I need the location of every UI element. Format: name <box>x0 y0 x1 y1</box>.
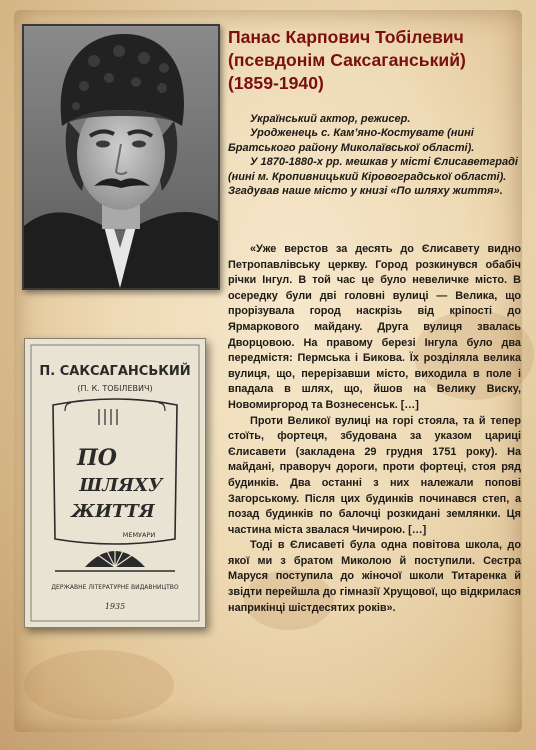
stain-decoration <box>24 650 174 720</box>
book-subtitle: МЕМУАРИ <box>122 531 156 539</box>
book-cover <box>24 338 206 628</box>
page-title <box>228 26 528 95</box>
book-title-word3: ЖИТТЯ <box>71 501 155 522</box>
book-cover-illustration <box>25 339 205 627</box>
quote-paragraph: «Уже верстов за десять до Єлисавету видно Петропавлівську церкву. Город розкинувся обабіч річки Інгул. В той час це було невеличке місто. В осередку були дві головні вулиці — Велика, що прорізувала город наскрізь від кріпості до Ярмаркового майдану. Друга вулиця звалась Дворцовою. На правому березі Інгула було два передмістя: Пермська і Бикова. Їх розділяла велика вулиця, що, перерізавши місто, виходила в поле і впадала в шлях, що, йшов на Велику Виску, Новомиргород та Вознесенськ. […] <box>228 243 521 411</box>
portrait-illustration <box>24 26 218 288</box>
book-publisher: ДЕРЖАВНЕ ЛІТЕРАТУРНЕ ВИДАВНИЦТВО <box>51 584 179 591</box>
intro-paragraph: Уродженець с. Кам’яно-Костувате (нині Братського району Миколаївської області). <box>228 127 475 154</box>
quote-paragraph: Проти Великої вулиці на горі стояла, та й тепер стоїть, фортеця, збудована за указом цариці Єлисавети (закладена 29 грудня 1751 року). На майдані, праворуч дороги, проти фортеці, стоя ряд будинків. Два останні з них належали попові Загорському. Після цих будинків починався степ, а позад будинків по балочці розкидані землянки. Ця частина міста звалася Чичирою. […] <box>228 414 521 536</box>
biography-intro <box>228 112 521 198</box>
book-title-word2: ШЛЯХУ <box>79 475 163 496</box>
intro-paragraph: Український актор, режисер. <box>250 113 411 125</box>
portrait-photo <box>22 24 220 290</box>
book-year: 1935 <box>104 602 126 611</box>
quote-paragraph: Тоді в Єлисаветі була одна повітова школа, до якої ми з братом Миколою й поступили. Сестра Маруся поступила до жіночої школи Титаренка й звідти перейшла до гімназії Хрущової, що відкрилася наприкінці шістдесятих років». <box>228 539 521 614</box>
title-years: (1859-1940) <box>228 73 324 93</box>
title-pseudonym: (псевдонім Саксаганський) <box>228 50 466 70</box>
memoir-quote <box>228 242 521 616</box>
book-author: П. САКСАГАНСЬКИЙ <box>39 364 191 379</box>
title-name: Панас Карпович Тобілевич <box>228 27 464 47</box>
book-title-word1: ПО <box>77 445 117 471</box>
intro-paragraph: У 1870-1880-х рр. мешкав у місті Єлисаветграді (нині м. Кропивницький Кіровоградської області). Згадував наше місто у книзі «По шляху життя». <box>228 156 518 198</box>
book-author-real-name: (П. К. ТОБІЛЕВИЧ) <box>77 384 153 393</box>
